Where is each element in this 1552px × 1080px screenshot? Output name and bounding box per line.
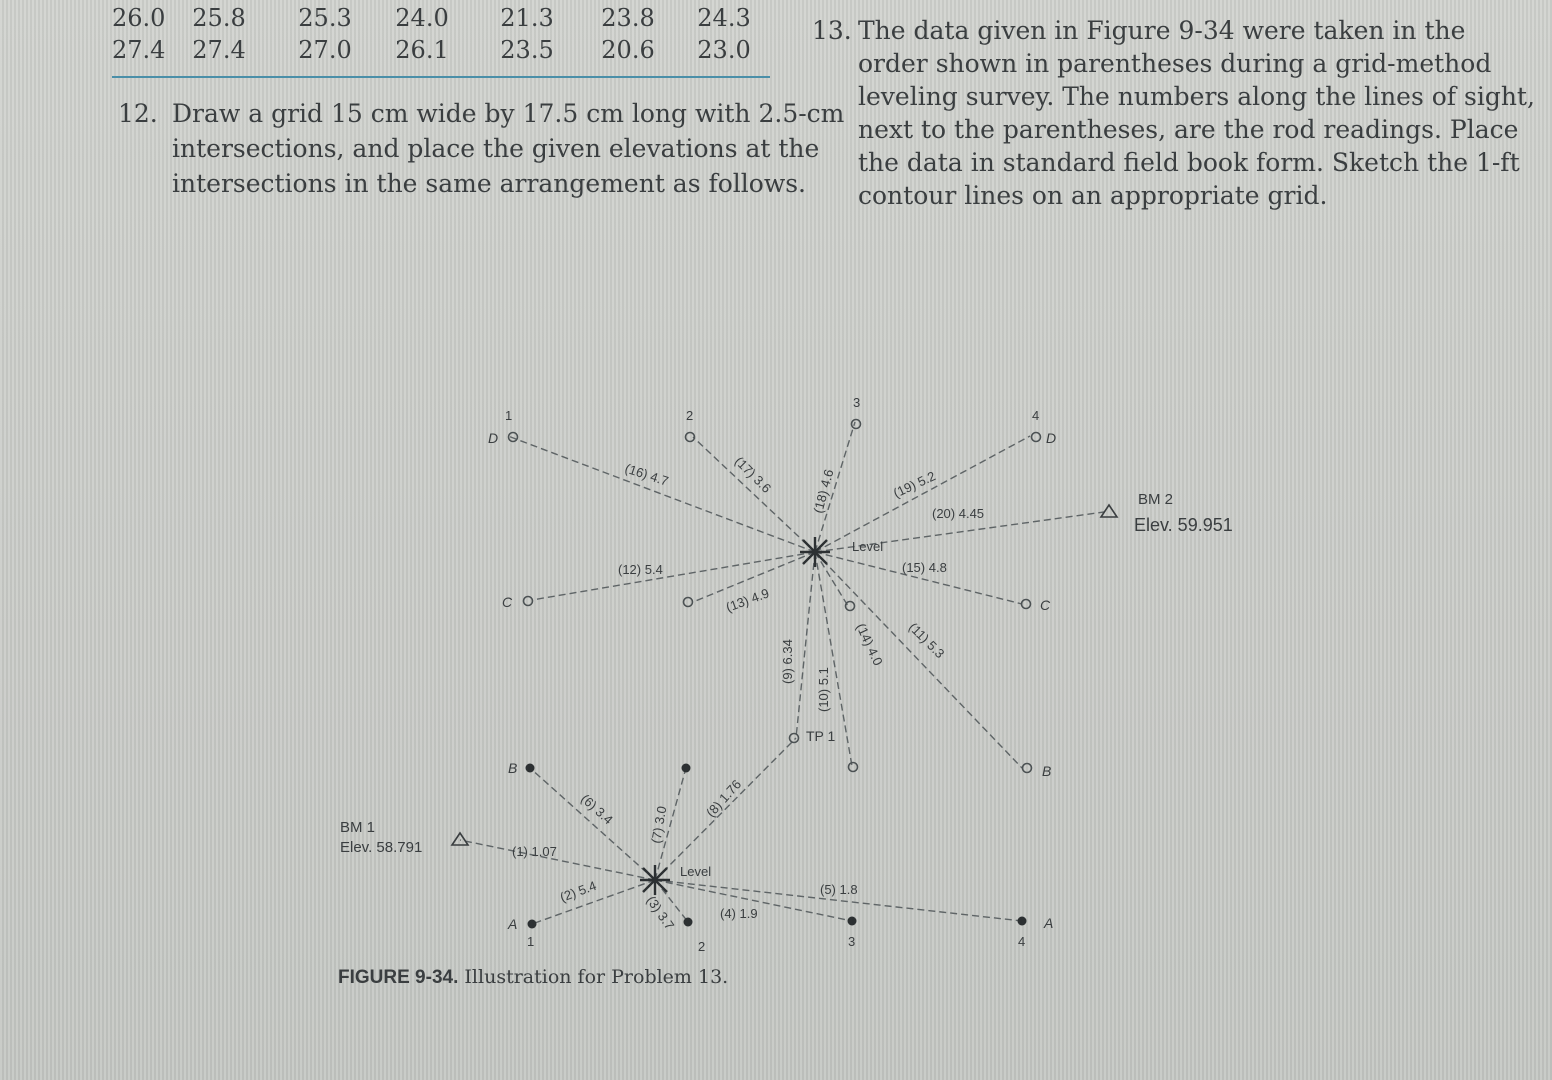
table-cell: 26.1 <box>395 36 449 64</box>
figure-caption <box>338 966 728 989</box>
problem-text-line: leveling survey. The numbers along the lines of sight, <box>858 82 1535 111</box>
problem-text-line: order shown in parentheses during a grid-method <box>858 49 1492 78</box>
col-label-3: 3 <box>853 395 861 410</box>
turning-point-label: TP 1 <box>806 728 836 744</box>
problem-text-line: the data in standard field book form. Sketch the 1-ft <box>858 148 1520 177</box>
problem-text-line: next to the parentheses, are the rod readings. Place <box>858 115 1519 144</box>
col-label-2: 2 <box>698 939 706 954</box>
table-cell: 26.0 <box>112 4 166 32</box>
table-cell: 27.0 <box>298 36 352 64</box>
row-label-c: C <box>1040 597 1051 613</box>
table-cell: 23.0 <box>697 36 751 64</box>
problem-text-line: contour lines on an appropriate grid. <box>858 181 1328 210</box>
grid-point-b2 <box>682 764 691 773</box>
rod-readings <box>512 454 984 933</box>
bm1-elevation: Elev. 58.791 <box>340 839 423 856</box>
rod-reading: (10) 5.1 <box>816 667 831 712</box>
table-cell: 24.0 <box>395 4 449 32</box>
level-label: Level <box>852 539 884 554</box>
col-label-4: 4 <box>1032 408 1040 423</box>
grid-point-c1 <box>524 597 533 606</box>
sight-line <box>815 436 1030 552</box>
row-label-a: A <box>508 916 518 932</box>
rod-reading: (18) 4.6 <box>810 467 837 515</box>
col-label-3: 3 <box>848 934 856 949</box>
bm2-elevation: Elev. 59.951 <box>1134 515 1233 535</box>
rod-reading: (7) 3.0 <box>648 804 670 845</box>
rod-reading: (15) 4.8 <box>902 560 947 575</box>
rod-reading: (6) 3.4 <box>577 791 616 828</box>
table-cell: 20.6 <box>601 36 655 64</box>
table-cell: 23.5 <box>500 36 554 64</box>
col-label-4: 4 <box>1018 934 1026 949</box>
problem-text-line: intersections, and place the given elevations at the <box>172 134 820 163</box>
bm1-label: BM 1 <box>340 819 376 836</box>
rod-reading: (4) 1.9 <box>720 906 758 921</box>
problem-number: 12. <box>118 99 158 128</box>
grid-points-open <box>509 420 1041 773</box>
grid-point-c4 <box>1022 600 1031 609</box>
rod-reading: (17) 3.6 <box>731 453 775 496</box>
table-cell: 25.8 <box>192 4 246 32</box>
rod-reading: (8) 1.76 <box>703 776 745 821</box>
rod-reading: (2) 5.4 <box>557 877 599 905</box>
col-label-2: 2 <box>686 408 694 423</box>
grid-point-b1 <box>526 764 535 773</box>
problem-text-line: intersections in the same arrangement as follows. <box>172 169 807 198</box>
sight-line <box>460 840 655 880</box>
table-cell: 23.8 <box>601 4 655 32</box>
figure-caption-text: Illustration for Problem 13. <box>464 966 729 988</box>
row-label-a: A <box>1044 915 1054 931</box>
row-label-d: D <box>1046 430 1057 446</box>
col-label-1: 1 <box>527 934 535 949</box>
row-label-b: B <box>1042 763 1052 779</box>
table-cell: 21.3 <box>500 4 554 32</box>
row-label-b: B <box>508 760 518 776</box>
bm2-label: BM 2 <box>1138 491 1174 508</box>
sight-line <box>693 437 815 552</box>
sight-line <box>815 552 1022 768</box>
grid-point-b3 <box>849 763 858 772</box>
level-label: Level <box>680 864 712 879</box>
rod-reading: (9) 6.34 <box>780 639 795 684</box>
rod-reading: (11) 5.3 <box>905 619 948 662</box>
table-cell: 27.4 <box>112 36 166 64</box>
grid-point-d4 <box>1032 433 1041 442</box>
grid-point-c2 <box>684 598 693 607</box>
sight-line <box>530 768 655 880</box>
rod-reading: (20) 4.45 <box>932 506 985 521</box>
rod-reading: (16) 4.7 <box>623 460 671 489</box>
rod-reading: (5) 1.8 <box>820 882 858 897</box>
grid-point-d3 <box>852 420 861 429</box>
benchmark-triangle-icon <box>1101 505 1117 517</box>
problem-text-line: Draw a grid 15 cm wide by 17.5 cm long with 2.5-cm <box>172 99 845 128</box>
instrument-icon <box>800 537 830 567</box>
figure-label: FIGURE 9-34. <box>338 967 459 988</box>
problem-text-line: The data given in Figure 9-34 were taken in the <box>858 16 1466 45</box>
problem-number: 13. <box>812 16 852 45</box>
rod-reading: (14) 4.0 <box>853 620 886 668</box>
grid-point-d1 <box>509 433 518 442</box>
benchmark-triangle-icon <box>452 833 468 845</box>
instrument-icon <box>640 865 670 895</box>
grid-point-a1 <box>528 920 537 929</box>
row-label-c: C <box>502 594 513 610</box>
sight-line <box>532 552 815 600</box>
rod-reading: (19) 5.2 <box>890 468 938 501</box>
grid-point-c3 <box>846 602 855 611</box>
grid-point-b4 <box>1023 764 1032 773</box>
table-cell: 25.3 <box>298 4 352 32</box>
grid-point-a4 <box>1018 917 1027 926</box>
sight-line <box>655 738 796 880</box>
row-label-d: D <box>488 430 499 446</box>
table-cell: 24.3 <box>697 4 751 32</box>
sight-line <box>508 436 815 552</box>
table-cell: 27.4 <box>192 36 246 64</box>
grid-point-a3 <box>848 917 857 926</box>
col-label-1: 1 <box>505 408 513 423</box>
grid-points-filled <box>526 764 1027 929</box>
rod-reading: (1) 1.07 <box>512 844 557 859</box>
grid-point-a2 <box>684 918 693 927</box>
rod-reading: (13) 4.9 <box>723 585 772 615</box>
sight-line <box>796 552 815 738</box>
turning-point <box>790 734 799 743</box>
rod-reading: (3) 3.7 <box>643 893 678 933</box>
rod-reading: (12) 5.4 <box>618 562 663 577</box>
